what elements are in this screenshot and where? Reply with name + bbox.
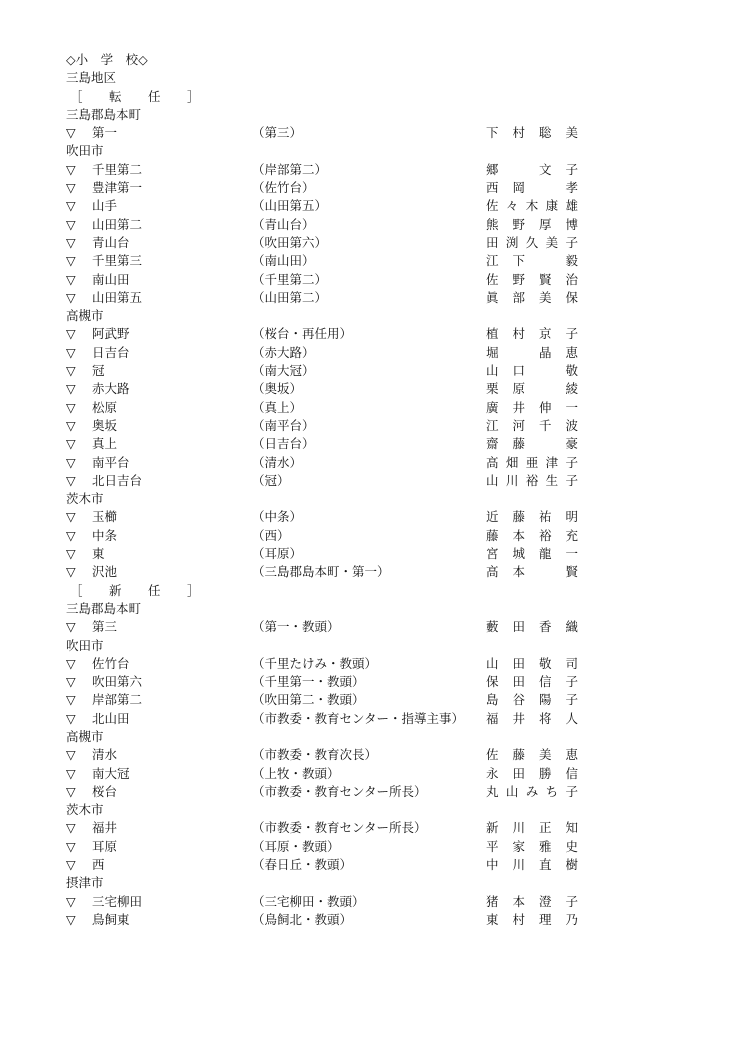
- entry-row: [66, 545, 586, 563]
- triangle-marker-icon: ▽: [66, 546, 76, 562]
- triangle-marker-icon: ▽: [66, 234, 76, 250]
- school-name: 豊津第一: [92, 180, 143, 196]
- person-name: 田 渕 久 美 子: [486, 234, 578, 250]
- person-name: 佐 々 木 康 雄: [486, 198, 578, 214]
- previous-post: （西）: [252, 527, 290, 543]
- school-name: 山田第五: [92, 289, 143, 305]
- school-name: 千里第三: [92, 253, 143, 269]
- entry-row: [66, 527, 586, 545]
- triangle-marker-icon: ▽: [66, 125, 76, 141]
- person-name: 近 藤 祐 明: [486, 509, 578, 525]
- person-name: 山 田 敬 司: [486, 655, 578, 671]
- entry-row: [66, 893, 586, 911]
- triangle-marker-icon: ▽: [66, 417, 76, 433]
- district-heading: 茨木市: [66, 491, 104, 507]
- person-name: 藪 田 香 織: [486, 619, 578, 635]
- triangle-marker-icon: ▽: [66, 216, 76, 232]
- triangle-marker-icon: ▽: [66, 857, 76, 873]
- triangle-marker-icon: ▽: [66, 820, 76, 836]
- person-name: 郷 文 子: [486, 161, 578, 177]
- previous-post: （桜台・再任用）: [252, 326, 353, 342]
- school-name: 南山田: [92, 271, 130, 287]
- triangle-marker-icon: ▽: [66, 527, 76, 543]
- person-name: 熊 野 厚 博: [486, 216, 578, 232]
- triangle-marker-icon: ▽: [66, 472, 76, 488]
- previous-post: （奥坂）: [252, 381, 303, 397]
- person-name: 佐 藤 美 恵: [486, 747, 578, 763]
- entry-row: [66, 216, 586, 234]
- person-name: 江 下 毅: [486, 253, 578, 269]
- triangle-marker-icon: ▽: [66, 747, 76, 763]
- entry-row: [66, 271, 586, 289]
- district-heading: 三島地区: [66, 70, 117, 86]
- previous-post: （赤大路）: [252, 344, 315, 360]
- school-name: 山手: [92, 198, 118, 214]
- entry-row: [66, 655, 586, 673]
- entry-row: [66, 856, 586, 874]
- person-name: 永 田 勝 信: [486, 765, 578, 781]
- entry-row: [66, 344, 586, 362]
- triangle-marker-icon: ▽: [66, 454, 76, 470]
- previous-post: （山田第二）: [252, 289, 328, 305]
- person-name: 眞 部 美 保: [486, 289, 578, 305]
- entry-row: [66, 508, 586, 526]
- school-name: 北山田: [92, 710, 130, 726]
- previous-post: （南山田）: [252, 253, 315, 269]
- previous-post: （青山台）: [252, 216, 315, 232]
- entry-row: [66, 673, 586, 691]
- school-name: 山田第二: [92, 216, 143, 232]
- previous-post: （上牧・教頭）: [252, 765, 340, 781]
- school-name: 日吉台: [92, 344, 130, 360]
- school-name: 玉櫛: [92, 509, 118, 525]
- school-name: 第一: [92, 125, 118, 141]
- person-name: 新 川 正 知: [486, 820, 578, 836]
- previous-post: （春日丘・教頭）: [252, 857, 353, 873]
- previous-post: （第一・教頭）: [252, 619, 340, 635]
- person-name: 佐 野 賢 治: [486, 271, 578, 287]
- school-name: 三宅柳田: [92, 893, 143, 909]
- triangle-marker-icon: ▽: [66, 344, 76, 360]
- entry-row: [66, 380, 586, 398]
- person-name: 保 田 信 子: [486, 674, 578, 690]
- previous-post: （市教委・教育センター所長）: [252, 783, 427, 799]
- previous-post: （鳥飼北・教頭）: [252, 911, 353, 927]
- personnel-list: [66, 51, 586, 929]
- previous-post: （市教委・教育次長）: [252, 747, 378, 763]
- entry-row: [66, 417, 586, 435]
- school-name: 東: [92, 546, 105, 562]
- entry-row: [66, 691, 586, 709]
- school-name: 福井: [92, 820, 118, 836]
- previous-post: （千里たけみ・教頭）: [252, 655, 378, 671]
- rows-container: [66, 69, 586, 929]
- triangle-marker-icon: ▽: [66, 289, 76, 305]
- school-name: 冠: [92, 363, 105, 379]
- district-heading: 三島郡島本町: [66, 106, 142, 122]
- entry-row: [66, 161, 586, 179]
- triangle-marker-icon: ▽: [66, 765, 76, 781]
- school-name: 中条: [92, 527, 118, 543]
- previous-post: （真上）: [252, 399, 303, 415]
- school-name: 松原: [92, 399, 118, 415]
- school-name: 阿武野: [92, 326, 130, 342]
- school-name: 青山台: [92, 234, 130, 250]
- previous-post: （佐竹台）: [252, 180, 315, 196]
- school-name: 第三: [92, 619, 118, 635]
- entry-row: [66, 179, 586, 197]
- school-name: 桜台: [92, 783, 118, 799]
- previous-post: （南平台）: [252, 417, 315, 433]
- triangle-marker-icon: ▽: [66, 509, 76, 525]
- entry-row: [66, 435, 586, 453]
- school-name: 南大冠: [92, 765, 130, 781]
- entry-row: [66, 783, 586, 801]
- school-name: 沢池: [92, 564, 118, 580]
- triangle-marker-icon: ▽: [66, 674, 76, 690]
- previous-post: （南大冠）: [252, 363, 315, 379]
- person-name: 江 河 千 波: [486, 417, 578, 433]
- school-name: 吹田第六: [92, 674, 143, 690]
- district-heading: 高槻市: [66, 308, 104, 324]
- entry-row: [66, 765, 586, 783]
- person-name: 山 口 敬: [486, 363, 578, 379]
- triangle-marker-icon: ▽: [66, 893, 76, 909]
- school-name: 真上: [92, 436, 118, 452]
- school-name: 北日吉台: [92, 472, 143, 488]
- section-title: ◇小 学 校◇: [66, 52, 148, 67]
- previous-post: （耳原）: [252, 546, 303, 562]
- triangle-marker-icon: ▽: [66, 363, 76, 379]
- entry-row: [66, 197, 586, 215]
- district-heading: 三島郡島本町: [66, 600, 142, 616]
- school-name: 奥坂: [92, 417, 118, 433]
- school-name: 清水: [92, 747, 118, 763]
- previous-post: （岸部第二）: [252, 161, 328, 177]
- person-name: 下 村 聡 美: [486, 125, 578, 141]
- triangle-marker-icon: ▽: [66, 783, 76, 799]
- previous-post: （日吉台）: [252, 436, 315, 452]
- triangle-marker-icon: ▽: [66, 161, 76, 177]
- person-name: 島 谷 陽 子: [486, 692, 578, 708]
- school-name: 佐竹台: [92, 655, 130, 671]
- district-heading: 吹田市: [66, 143, 104, 159]
- previous-post: （市教委・教育センター所長）: [252, 820, 427, 836]
- person-name: 西 岡 孝: [486, 180, 578, 196]
- person-name: 堀 晶 恵: [486, 344, 578, 360]
- triangle-marker-icon: ▽: [66, 911, 76, 927]
- person-name: 高 本 賢: [486, 564, 578, 580]
- school-name: 赤大路: [92, 381, 130, 397]
- entry-row: [66, 838, 586, 856]
- person-name: 藤 本 裕 充: [486, 527, 578, 543]
- person-name: 山 川 裕 生 子: [486, 472, 578, 488]
- triangle-marker-icon: ▽: [66, 399, 76, 415]
- entry-row: [66, 563, 586, 581]
- school-name: 千里第二: [92, 161, 143, 177]
- triangle-marker-icon: ▽: [66, 198, 76, 214]
- person-name: 中 川 直 樹: [486, 857, 578, 873]
- person-name: 廣 井 伸 一: [486, 399, 578, 415]
- triangle-marker-icon: ▽: [66, 381, 76, 397]
- previous-post: （三島郡島本町・第一）: [252, 564, 390, 580]
- triangle-marker-icon: ▽: [66, 253, 76, 269]
- entry-row: [66, 746, 586, 764]
- category-heading: ［ 新 任 ］: [70, 582, 207, 598]
- school-name: 耳原: [92, 838, 118, 854]
- entry-row: [66, 325, 586, 343]
- school-name: 鳥飼東: [92, 911, 130, 927]
- district-heading: 茨木市: [66, 802, 104, 818]
- entry-row: [66, 911, 586, 929]
- previous-post: （三宅柳田・教頭）: [252, 893, 365, 909]
- person-name: 東 村 理 乃: [486, 911, 578, 927]
- previous-post: （耳原・教頭）: [252, 838, 340, 854]
- district-heading: 高槻市: [66, 728, 104, 744]
- previous-post: （第三）: [252, 125, 303, 141]
- entry-row: [66, 472, 586, 490]
- triangle-marker-icon: ▽: [66, 710, 76, 726]
- entry-row: [66, 710, 586, 728]
- person-name: 栗 原 綾: [486, 381, 578, 397]
- person-name: 宮 城 龍 一: [486, 546, 578, 562]
- entry-row: [66, 362, 586, 380]
- person-name: 福 井 将 人: [486, 710, 578, 726]
- triangle-marker-icon: ▽: [66, 564, 76, 580]
- entry-row: [66, 252, 586, 270]
- person-name: 高 畑 亜 津 子: [486, 454, 578, 470]
- triangle-marker-icon: ▽: [66, 326, 76, 342]
- previous-post: （吹田第六）: [252, 234, 328, 250]
- previous-post: （山田第五）: [252, 198, 328, 214]
- previous-post: （吹田第二・教頭）: [252, 692, 365, 708]
- previous-post: （冠）: [252, 472, 290, 488]
- district-heading: 吹田市: [66, 637, 104, 653]
- entry-row: [66, 399, 586, 417]
- entry-row: [66, 289, 586, 307]
- triangle-marker-icon: ▽: [66, 838, 76, 854]
- person-name: 植 村 京 子: [486, 326, 578, 342]
- previous-post: （市教委・教育センター・指導主事）: [252, 710, 465, 726]
- previous-post: （中条）: [252, 509, 303, 525]
- entry-row: [66, 234, 586, 252]
- school-name: 南平台: [92, 454, 130, 470]
- entry-row: [66, 454, 586, 472]
- category-heading: ［ 転 任 ］: [70, 88, 207, 104]
- triangle-marker-icon: ▽: [66, 692, 76, 708]
- entry-row: [66, 819, 586, 837]
- triangle-marker-icon: ▽: [66, 271, 76, 287]
- triangle-marker-icon: ▽: [66, 436, 76, 452]
- school-name: 西: [92, 857, 105, 873]
- entry-row: [66, 124, 586, 142]
- previous-post: （千里第一・教頭）: [252, 674, 365, 690]
- person-name: 齋 藤 豪: [486, 436, 578, 452]
- person-name: 平 家 雅 史: [486, 838, 578, 854]
- person-name: 猪 本 澄 子: [486, 893, 578, 909]
- district-heading: 摂津市: [66, 875, 104, 891]
- school-name: 岸部第二: [92, 692, 143, 708]
- previous-post: （清水）: [252, 454, 303, 470]
- entry-row: [66, 618, 586, 636]
- person-name: 丸 山 み ち 子: [486, 783, 578, 799]
- triangle-marker-icon: ▽: [66, 619, 76, 635]
- triangle-marker-icon: ▽: [66, 180, 76, 196]
- triangle-marker-icon: ▽: [66, 655, 76, 671]
- previous-post: （千里第二）: [252, 271, 328, 287]
